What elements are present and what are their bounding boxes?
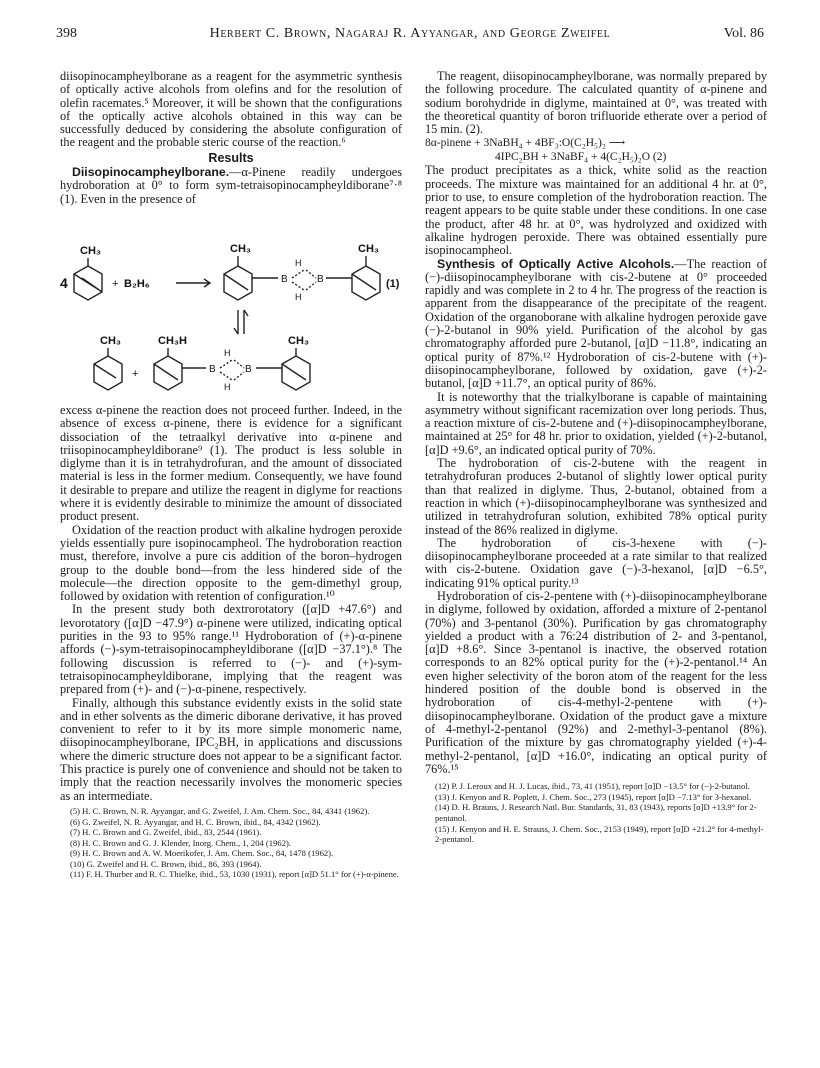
paragraph-text: —α-Pinene readily undergoes hydroboration at 0° to form sym-tetraisopinocampheyldiborane⁷·⁸ (1). Even in the presence of — [60, 165, 402, 206]
paragraph-procedure: The reagent, diisopinocampheylborane, was normally prepared by the following procedure. The calculated quantity of α-pinene and sodium borohydride in diglyme, maintained at 0°, was treated with the theoretical quantity of boron trifluoride etherate over a period of 15 min. (2). — [425, 69, 767, 137]
page-number: 398 — [56, 26, 77, 41]
reaction-scheme-1 — [60, 238, 402, 400]
bridge-h-label: H — [295, 258, 302, 268]
diborane-label: B₂H₆ — [124, 278, 150, 290]
scheme-drawing — [60, 238, 402, 400]
plus-sign: + — [112, 278, 119, 290]
left-footnotes — [60, 806, 402, 880]
left-column-bottom — [60, 404, 402, 880]
bridge-h-label: H — [224, 348, 231, 358]
results-heading: Results — [208, 150, 254, 165]
left-column-top — [60, 70, 402, 206]
right-column — [425, 70, 767, 845]
methyl-label: CH₃ — [230, 243, 251, 255]
paragraph-rotation: In the present study both dextrorotatory ([α]D +47.6°) and levorotatory ([α]D −47.9°) α-pinene were utilized, indicating optical purities in the 93 to 95% range.¹¹ Hydroboration of (+)-α-pinene affords (−)-sym-tetraisopinocampheyldiborane ([α]D −37.1°).⁸ The following discussion is referred to (−)- and (+)-sym-tetraisopinocampheyldiborane, implying that the reagent was prepared from (+)- and (−)-α-pinene, respectively. — [60, 602, 402, 697]
plus-sign: + — [132, 368, 139, 380]
paragraph-precipitate: The product precipitates as a thick, white solid as the reaction proceeds. The mixture was maintained for an additional 4 hr. at 0°, prior to use, to ensure completion of the hydroboration reaction. The reagent appears to be quite stable under these conditions. In one case the product, after 48 hr. at 0°, was hydrolyzed and oxidized with alkaline hydrogen peroxide. There was obtained essentially pure isopinocampheol. — [425, 163, 767, 258]
footnote: (8) H. C. Brown and G. J. Klender, Inorg. Chem., 1, 204 (1962). — [70, 837, 291, 848]
footnote: (6) G. Zweifel, N. R. Ayyangar, and H. C. Brown, ibid., 84, 4342 (1962). — [70, 816, 321, 827]
boron-label: B — [317, 274, 324, 285]
equation-number: (1) — [386, 278, 400, 290]
equation-2 — [425, 136, 767, 164]
footnote: (13) J. Kenyon and R. Poplett, J. Chem. Soc., 273 (1945), report [α]D −7.13° for 3-hexanol. — [435, 791, 752, 802]
running-header — [56, 26, 764, 46]
bridge-h-label: H — [295, 292, 302, 302]
paragraph-text: —The reaction of (−)-diisopinocampheylborane with cis-2-butene at 0° proceeded rapidly and was complete in 2 to 4 hr. The progress of the reaction is apparent from the disappearance of the precipitate of the reagent. Oxidation of the organoborane with alkaline hydrogen peroxide gave (−)-2-butanol in 90% yield. Purification of the alcohol by gas chromatography afforded pure 2-butanol, [α]D −11.8°, indicating an optical purity of 87%.¹² Hydroboration of cis-2-butene with (+)-diisopinocampheylborane, followed by oxidation, gave (+)-2-butanol, [α]D +11.7°, an optical purity of 86%. — [425, 256, 768, 391]
author-line: Herbert C. Brown, Nagaraj R. Ayyangar, and George Zweifel — [209, 26, 611, 41]
paragraph-dissociation: excess α-pinene the reaction does not proceed further. Indeed, in the absence of excess α-pinene, there is evidence for a significant dissociation of the tetraalkyl derivative into α-pinene and triisopinocampheyldiborane⁹ (1). The product is less soluble in diglyme than it is in tetrahydrofuran, and the amount of dissociated material is less in the former medium. Consequently, we have found it desirable to prepare and utilize the reagent in diglyme for reactions where it is evidently desirable to minimize the amount of dissociated product present. — [60, 403, 402, 524]
run-in-heading: Synthesis of Optically Active Alcohols. — [437, 256, 675, 271]
boron-label: B — [281, 274, 288, 285]
footnote: (10) G. Zweifel and H. C. Brown, ibid., 86, 393 (1964). — [70, 858, 262, 869]
paragraph-pentene: Hydroboration of cis-2-pentene with (+)-diisopinocampheylborane in diglyme, followed by oxidation, afforded a mixture of 2-pentanol (70%) and 3-pentanol (30%). Purification by gas chromatography yielded a product with a 76:24 distribution of 2- and 3-pentanol, [α]D +8.6°. Since 3-pentanol is inactive, the observed rotation corresponds to an 82% optical purity for the (+)-2-pentanol.¹⁴ An even higher selectivity of the boron atom of the reagent for the less hindered position of the double bond is observed in the hydroboration of cis-4-methyl-2-pentene with (+)-diisopinocampheylborane. Oxidation of the product gave a mixture of 4-methyl-2-pentanol (92%) and 2-methyl-3-pentanol (8%). Purification of the mixture by gas chromatography yielded (+)-4-methyl-2-pentanol, [α]D +16.0°, indicating an optical purity of 76%.¹⁵ — [425, 588, 767, 776]
synthesis-paragraph — [425, 258, 767, 391]
diisopinocampheylborane-paragraph — [60, 166, 402, 206]
methyl-label: CH₃ — [288, 335, 309, 347]
methyl-label: CH₃ — [100, 335, 121, 347]
boron-label: B — [209, 364, 216, 375]
paragraph-oxidation: Oxidation of the reaction product with alkaline hydrogen peroxide yields essentially pure isopinocampheol. The hydroboration reaction must, therefore, involve a pure cis addition of the boron–hydrogen group to the double bond—from the less hindered side of the molecule—the direction opposite to the gem-dimethyl group, followed by oxidation with retention of configuration.¹⁰ — [60, 522, 402, 604]
methyl-label: CH₃ — [358, 243, 379, 255]
footnote: (11) F. H. Thurber and R. C. Thielke, ibid., 53, 1030 (1931), report [α]D 51.1° for (+)-α-pinene. — [70, 869, 399, 880]
paragraph-hexene: The hydroboration of cis-3-hexene with (−)-diisopinocampheylborane proceeded at a rate similar to that realized with cis-2-butene. Oxidation gave (−)-3-hexanol, [α]D −6.5°, indicating 91% optical purity.¹³ — [425, 535, 767, 590]
footnote: (7) H. C. Brown and G. Zweifel, ibid., 83, 2544 (1961). — [70, 827, 262, 838]
stoich-coefficient: 4 — [60, 275, 68, 291]
footnote: (5) H. C. Brown, N. R. Ayyangar, and G. Zweifel, J. Am. Chem. Soc., 84, 4341 (1962). — [70, 805, 370, 816]
right-footnotes — [425, 781, 767, 845]
run-in-heading: Diisopinocampheylborane. — [72, 165, 230, 180]
intro-paragraph: diisopinocampheylborane as a reagent for the asymmetric synthesis of optically active alcohols from olefins and for the resolution of olefin racemates.⁵ Moreover, it will be shown that the configurations of the optically active alcohols obtained in this way can be successfully deduced by considering the absolute configuration of the reagent and the probable steric course of the reaction.⁶ — [60, 69, 402, 150]
paragraph-racemization: It is noteworthy that the trialkylborane is capable of maintaining asymmetry without significant racemization over long periods. Thus, a reaction mixture of cis-2-butene and (+)-diisopinocampheylborane, maintained at 25° for 48 hr. prior to oxidation, yielded (+)-2-butanol, [α]D +9.6°, an indicated optical purity of 70%. — [425, 389, 767, 457]
paragraph-nomenclature: Finally, although this substance evidently exists in the solid state and in ether solvents as the dimeric diborane derivative, it has proved convenient to refer to it by its more simple monomeric name, diisopinocampheylborane, IPC₂BH, in applications and discussions where the dimeric structure does not appear to be a significant factor. This practice is purely one of convenience and should not be taken to imply that the reaction necessarily involves the monomeric species as an intermediate. — [60, 695, 402, 803]
paragraph-thf: The hydroboration of cis-2-butene with the reagent in tetrahydrofuran produces 2-butanol of slightly lower optical purity than that realized in diglyme. Thus, 2-butanol, obtained from a reaction in which (+)-diisopinocampheylborane was synthesized and utilized in tetrahydrofuran solution, exhibited 78% optical purity instead of the 86% realized in diglyme. — [425, 456, 767, 537]
methyl-h-label: CH₃H — [158, 335, 187, 347]
bridge-h-label: H — [224, 382, 231, 392]
equation-line: 8α-pinene + 3NaBH₄ + 4BF₃:O(C₂H₅)₂ ⟶ — [425, 137, 626, 150]
footnote: (9) H. C. Brown and A. W. Moerikofer, J. Am. Chem. Soc., 84, 1478 (1962). — [70, 848, 334, 859]
equation-line: 4IPC₂BH + 3NaBF₄ + 4(C₂H₅)₂O (2) — [495, 151, 667, 164]
volume-label: Vol. 86 — [723, 26, 764, 41]
methyl-label: CH₃ — [80, 245, 101, 257]
footnote: (12) P. J. Leroux and H. J. Lucas, ibid., 73, 41 (1951), report [α]D −13.5° for (−)-2-butanol. — [435, 781, 750, 792]
boron-label: B — [245, 364, 252, 375]
footnote: (14) D. H. Brauns, J. Research Natl. Bur. Standards, 31, 83 (1943), reports [α]D +13.9° for 2-pentanol. — [435, 802, 757, 823]
footnote: (15) J. Kenyon and H. E. Strauss, J. Chem. Soc., 2153 (1949), report [α]D +21.2° for 4-methyl-2-pentanol. — [435, 823, 764, 845]
